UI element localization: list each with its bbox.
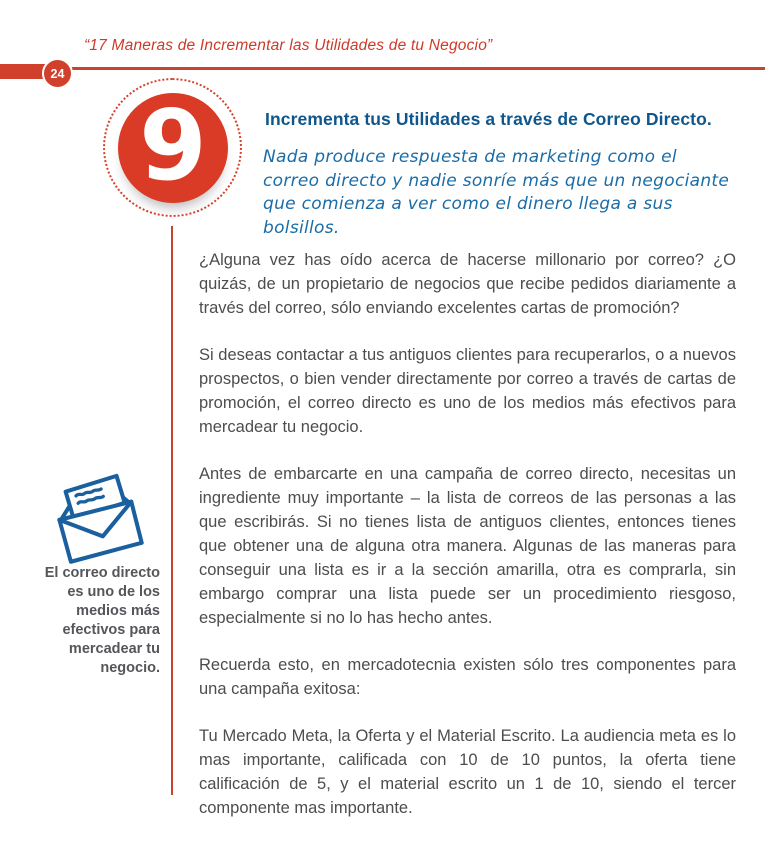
page-number: 24 bbox=[50, 66, 65, 81]
paragraph: Tu Mercado Meta, la Oferta y el Material Escrito. La audiencia meta es lo mas importante, calificada con 10 de 10 puntos, la oferta tiene calificación de 5, y el material escrito un 1 de 10, siendo el tercer componente mas importante. bbox=[199, 727, 736, 817]
book-title: “17 Maneras de Incrementar las Utilidades de tu Negocio” bbox=[84, 37, 493, 54]
tagline-line: Nada produce respuesta de marketing como el bbox=[263, 147, 677, 167]
paragraph: Si deseas contactar a tus antiguos clientes para recuperarlos, o a nuevos prospectos, o bien vender directamente por correo a través de cartas de promoción, el correo directo es uno de los medios más efectivos para mercadear tu negocio. bbox=[199, 346, 736, 436]
tagline-line: que comienza a ver como el dinero llega a sus bolsillos. bbox=[263, 194, 673, 238]
vertical-divider bbox=[171, 226, 173, 795]
section-tagline bbox=[263, 146, 743, 240]
header-rule bbox=[70, 67, 765, 70]
sidebar-callout: El correo directo es uno de los medios más efectivos para mercadear tu negocio. bbox=[44, 565, 160, 676]
paragraph: Recuerda esto, en mercadotecnia existen sólo tres componentes para una campaña exitosa: bbox=[199, 656, 736, 698]
paragraph: ¿Alguna vez has oído acerca de hacerse millonario por correo? ¿O quizás, de un propietario de negocios que recibe pedidos diariamente a través del correo, sólo enviando excelentes cartas de promoción? bbox=[199, 251, 736, 317]
section-heading: Incrementa tus Utilidades a través de Correo Directo. bbox=[265, 109, 712, 129]
tagline-line: correo directo y nadie sonríe más que un negociante bbox=[263, 170, 730, 191]
header-left-bar bbox=[0, 64, 46, 79]
page-number-badge bbox=[42, 58, 73, 89]
body-content bbox=[199, 248, 736, 843]
open-envelope-icon bbox=[48, 470, 144, 564]
chapter-number-circle bbox=[118, 88, 228, 203]
paragraph: Antes de embarcarte en una campaña de correo directo, necesitas un ingrediente muy importante – la lista de correos de las personas a las que escribirás. Si no tienes lista de antiguos clientes, entonces tienes que obtener una de alguna otra manera. Algunas de las maneras para conseguir una lista es ir a la sección amarilla, otra es comprarla, sin embargo comprar una lista puede ser un procedimiento riesgoso, especialmente si no lo has hecho antes. bbox=[199, 465, 736, 627]
chapter-number: 9 bbox=[139, 88, 207, 202]
